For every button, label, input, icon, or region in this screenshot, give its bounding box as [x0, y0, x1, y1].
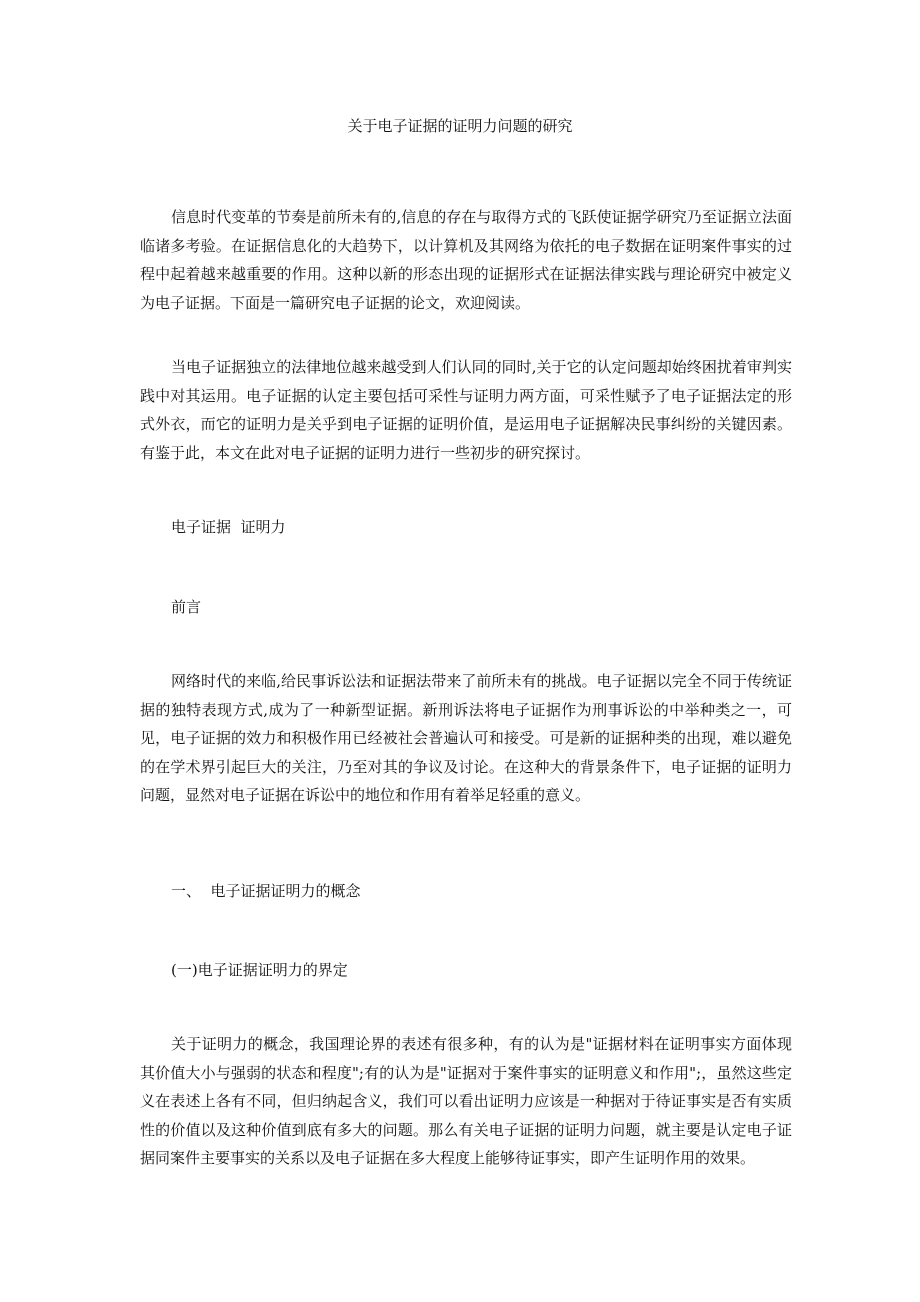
subsection-1-heading: (一)电子证据证明力的界定	[171, 961, 348, 979]
subsection-1-paragraph: 关于证明力的概念，我国理论界的表述有很多种，有的认为是"证据材料在证明事实方面体现其价值大小与强弱的状态和程度";有的认为是"证据对于案件事实的证明意义和作用";，虽然这些定义在表述上各有不同，但归纳起含义，我们可以看出证明力应该是一种据对于待证事实是否有实质性的价值以及这种价值到底有多大的问题。那么有关电子证据的证明力问题，就主要是认定电子证据同案件主要事实的关系以及电子证据在多大程度上能够待证事实，即产生证明作用的效果。	[140, 1035, 792, 1167]
preface-paragraph: 网络时代的来临,给民事诉讼法和证据法带来了前所未有的挑战。电子证据以完全不同于传统证据的独特表现方式,成为了一种新型证据。新刑诉法将电子证据作为刑事诉讼的中举种类之一，可见，电子证据的效力和积极作用已经被社会普遍认可和接受。可是新的证据种类的出现，难以避免的在学术界引起巨大的关注，乃至对其的争议及讨论。在这种大的背景条件下，电子证据的证明力问题，显然对电子证据在诉讼中的地位和作用有着举足轻重的意义。	[140, 672, 792, 804]
abstract-paragraph-1: 信息时代变革的节奏是前所未有的,信息的存在与取得方式的飞跃使证据学研究乃至证据立法面临诸多考验。在证据信息化的大趋势下，以计算机及其网络为依托的电子数据在证明案件事实的过程中起着越来越重要的作用。这种以新的形态出现的证据形式在证据法律实践与理论研究中被定义为电子证据。下面是一篇研究电子证据的论文，欢迎阅读。	[140, 208, 792, 312]
preface-heading: 前言	[171, 598, 202, 616]
keywords-line: 电子证据 证明力	[171, 518, 286, 536]
section-1-heading: 一、 电子证据证明力的概念	[171, 882, 361, 900]
abstract-paragraph-2: 当电子证据独立的法律地位越来越受到人们认同的同时,关于它的认定问题却始终困扰着审判实践中对其运用。电子证据的认定主要包括可采性与证明力两方面，可采性赋予了电子证据法定的形式外衣，而它的证明力是关乎到电子证据的证明价值，是运用电子证据解决民事纠纷的关键因素。有鉴于此，本文在此对电子证据的证明力进行一些初步的研究探讨。	[140, 358, 792, 462]
document-title: 关于电子证据的证明力问题的研究	[347, 117, 573, 135]
